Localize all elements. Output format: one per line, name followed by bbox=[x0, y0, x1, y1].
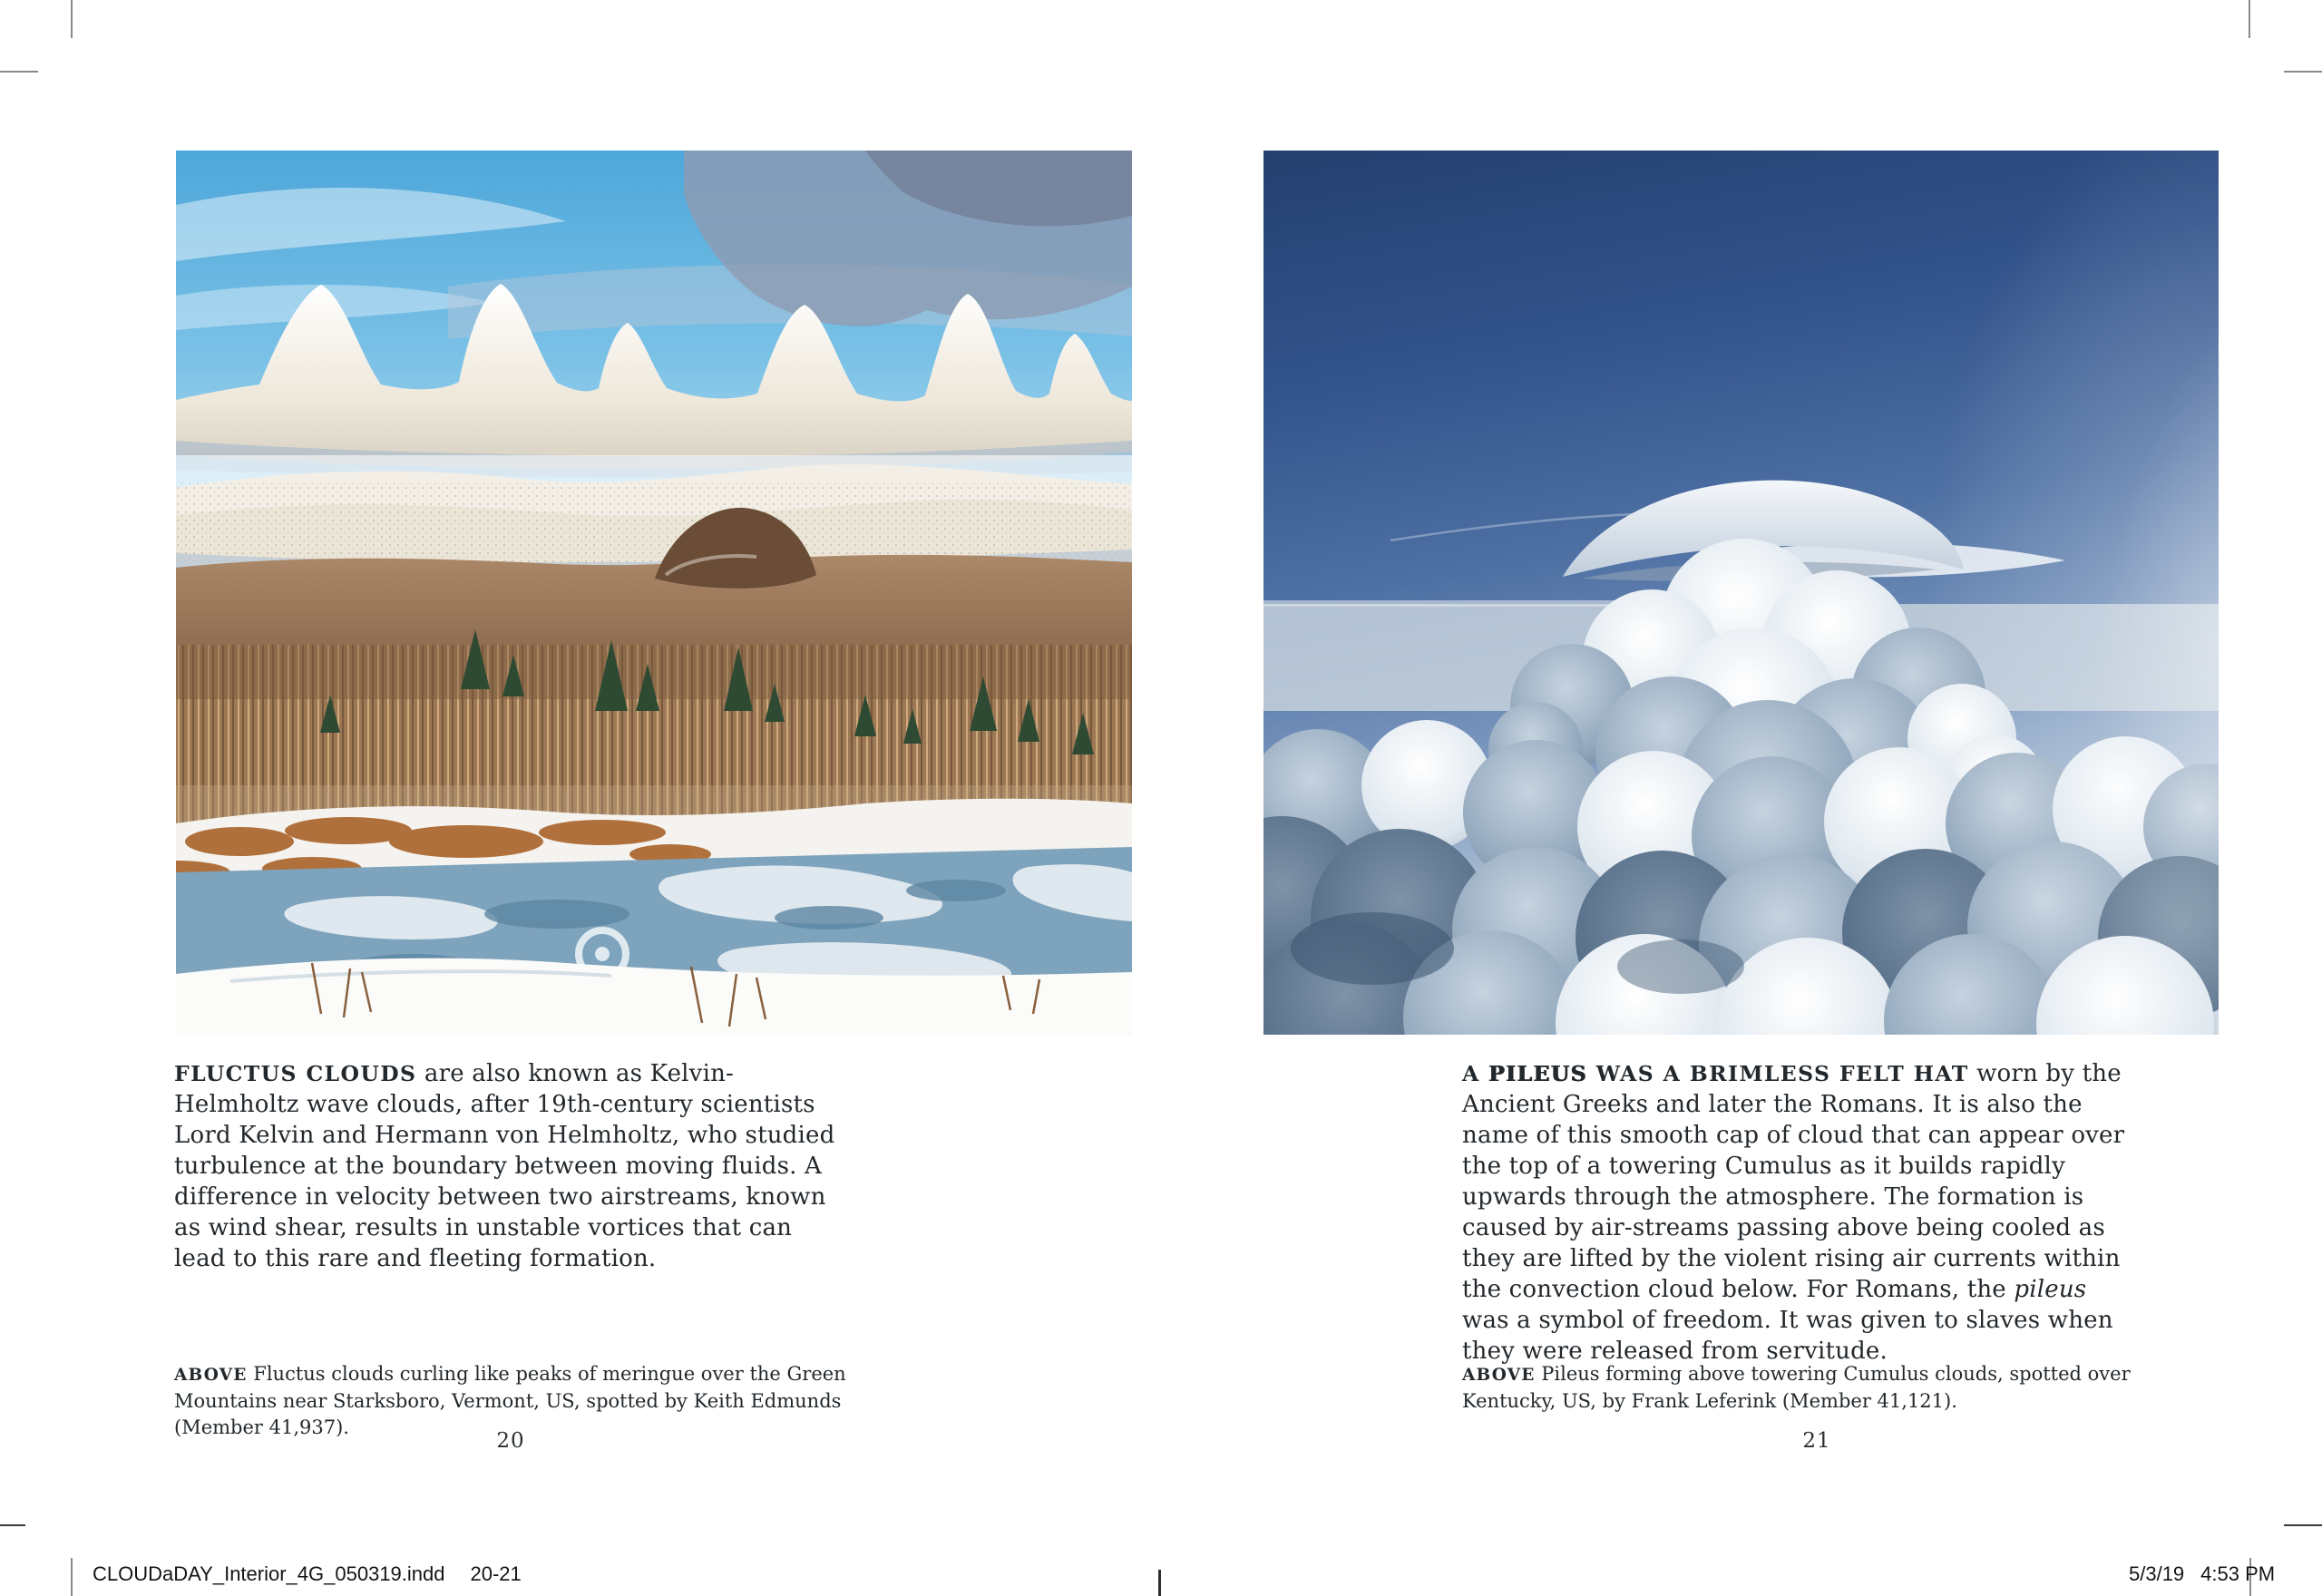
left-body-paragraph bbox=[174, 1058, 847, 1274]
right-body-paragraph bbox=[1462, 1058, 2135, 1367]
left-caption-text: Fluctus clouds curling like peaks of meringue over the Green Mountains near Starksboro, Vermont, US, spotted by Keith Edmunds (Member 41,937). bbox=[174, 1363, 846, 1438]
left-body-block bbox=[174, 1058, 847, 1274]
right-caption bbox=[1462, 1361, 2153, 1415]
crop-mark-bottom-right-horizontal bbox=[2284, 1524, 2322, 1526]
crop-mark-top-left-vertical bbox=[71, 0, 73, 38]
crop-mark-top-right-horizontal bbox=[2284, 71, 2322, 73]
slug-footer-right bbox=[2129, 1562, 2275, 1586]
right-caption-label: ABOVE bbox=[1462, 1366, 1536, 1385]
right-body-italic-term: pileus bbox=[2014, 1276, 2087, 1303]
slug-footer-left bbox=[93, 1562, 522, 1586]
glow-overlay bbox=[1742, 151, 2219, 1035]
slug-filename: CLOUDaDAY_Interior_4G_050319.indd bbox=[93, 1562, 445, 1585]
fluctus-photo bbox=[176, 151, 1132, 1035]
left-body-text: are also known as Kelvin-Helmholtz wave clouds, after 19th-century scientists Lord Kelvin and Hermann von Helmholtz, who studied turbulence at the boundary between moving fluids. A difference in velocity between two airstreams, known as wind shear, results in unstable vortices that can lead to this rare and fleeting formation. bbox=[174, 1060, 835, 1272]
right-lead-in-emphasis: PILEUS bbox=[1488, 1061, 1588, 1086]
right-lead-in-start: A bbox=[1462, 1061, 1489, 1086]
right-lead-in-end: WAS A BRIMLESS FELT HAT bbox=[1587, 1061, 1969, 1086]
crop-mark-top-right-vertical bbox=[2249, 0, 2250, 38]
left-lead-in: FLUCTUS CLOUDS bbox=[174, 1061, 417, 1086]
right-body-text-1: worn by the Ancient Greeks and later the Romans. It is also the name of this smooth cap of cloud that can appear over the top of a towering Cumulus as it builds rapidly upwards through the atmosphere. The formation is caused by air-streams passing above being cooled as they are lifted by the violent rising air currents within the convection cloud below. For Romans, the bbox=[1462, 1060, 2125, 1303]
right-body-text-2: was a symbol of freedom. It was given to slaves when they were released from servitude. bbox=[1462, 1307, 2113, 1365]
left-caption-label: ABOVE bbox=[174, 1366, 248, 1385]
crop-mark-bottom-left-horizontal bbox=[0, 1524, 25, 1526]
slug-time: 4:53 PM bbox=[2200, 1562, 2276, 1585]
right-body-block bbox=[1462, 1058, 2135, 1367]
slug-page-range: 20-21 bbox=[470, 1562, 522, 1585]
crop-mark-top-left-horizontal bbox=[0, 71, 38, 73]
slug-date: 5/3/19 bbox=[2129, 1562, 2185, 1585]
crop-mark-bottom-left-vertical bbox=[71, 1558, 73, 1596]
right-caption-text: Pileus forming above towering Cumulus clouds, spotted over Kentucky, US, by Frank Leferink (Member 41,121). bbox=[1462, 1363, 2131, 1412]
center-fold-mark bbox=[1158, 1570, 1161, 1596]
right-page-number: 21 bbox=[1802, 1429, 1831, 1453]
fluctus-photo-illustration bbox=[176, 151, 1132, 1035]
pileus-photo bbox=[1263, 151, 2219, 1035]
pileus-photo-illustration bbox=[1263, 151, 2219, 1035]
left-page-number: 20 bbox=[496, 1429, 525, 1453]
